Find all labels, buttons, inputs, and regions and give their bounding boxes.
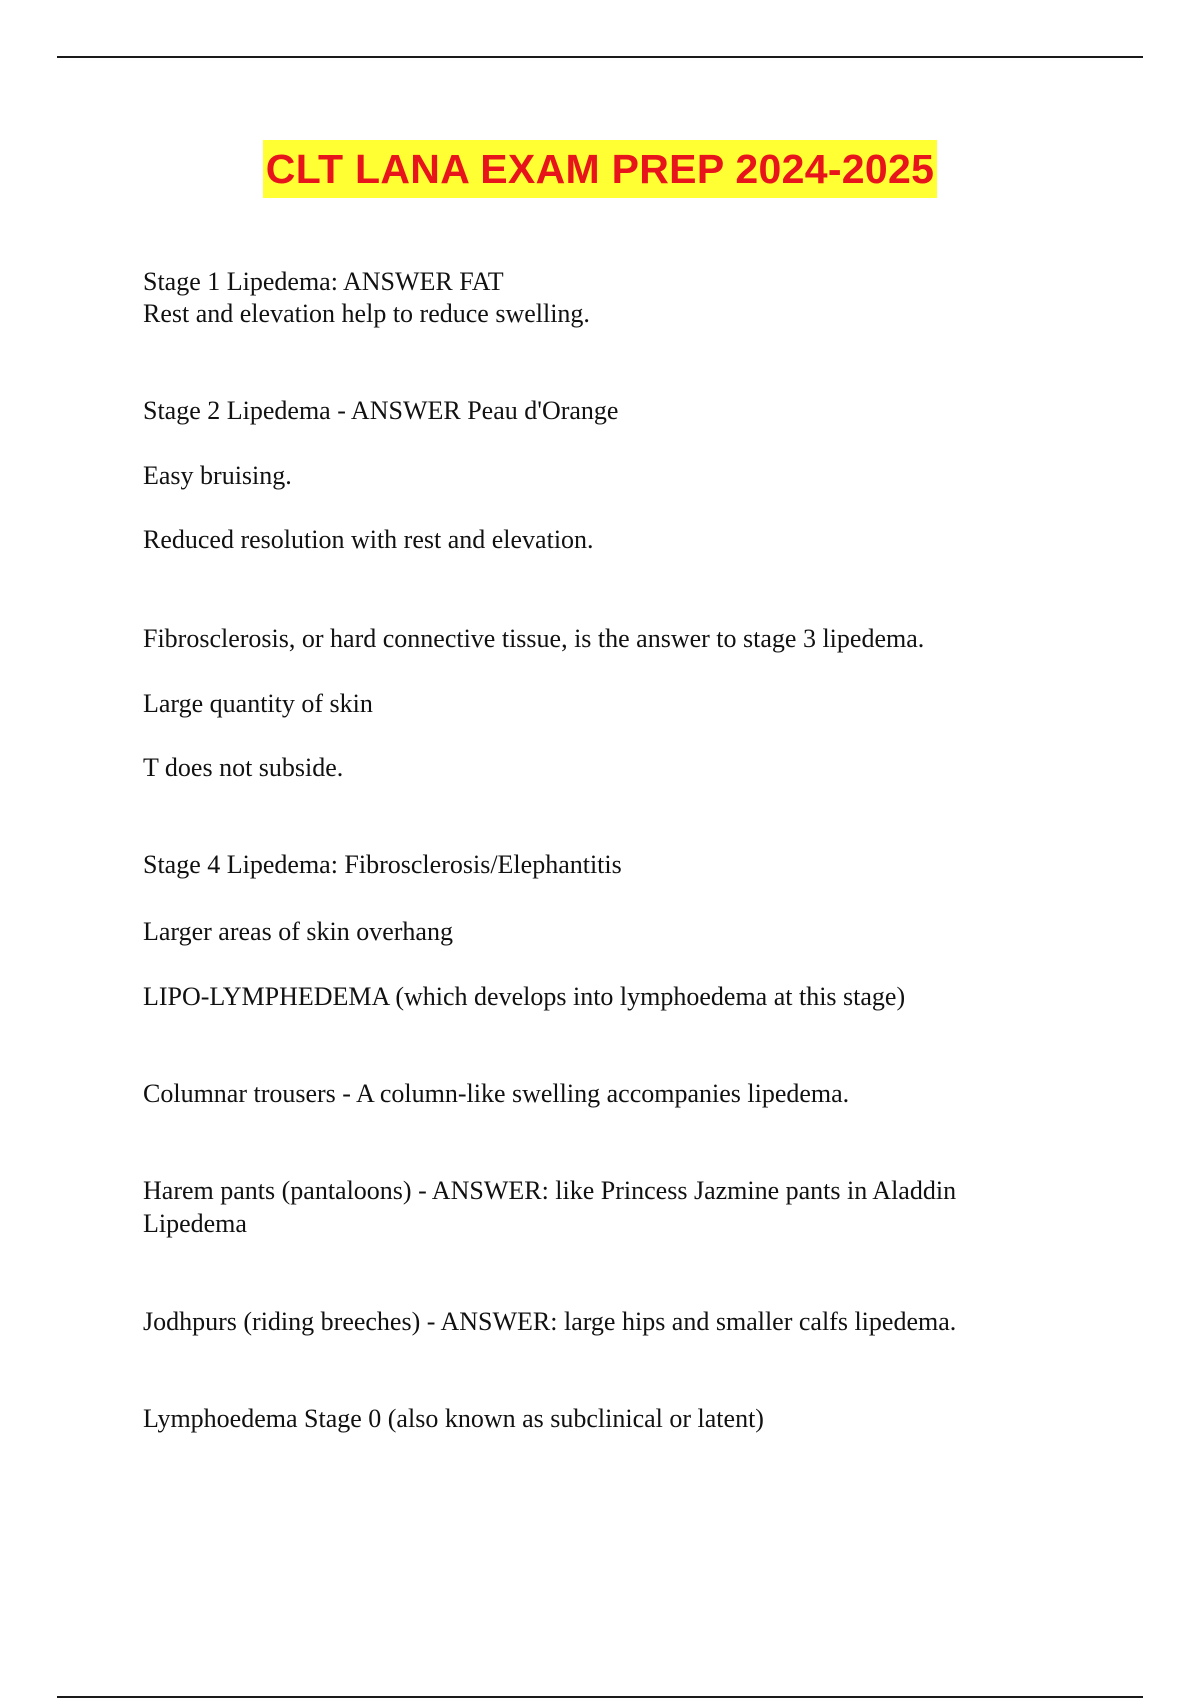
text-line: Large quantity of skin <box>143 689 373 718</box>
bottom-rule <box>57 1696 1143 1698</box>
text-line: T does not subside. <box>143 753 344 782</box>
text-line: Stage 1 Lipedema: ANSWER FAT <box>143 267 504 296</box>
text-line: Fibrosclerosis, or hard connective tissue, is the answer to stage 3 lipedema. <box>143 624 925 653</box>
text-line: Easy bruising. <box>143 461 292 490</box>
top-rule <box>57 56 1143 58</box>
text-line: Larger areas of skin overhang <box>143 917 453 946</box>
text-line: Jodhpurs (riding breeches) - ANSWER: large hips and smaller calfs lipedema. <box>143 1307 957 1336</box>
text-line: Reduced resolution with rest and elevation. <box>143 525 594 554</box>
document-title: CLT LANA EXAM PREP 2024-2025 <box>263 140 937 198</box>
text-line: Lymphoedema Stage 0 (also known as subclinical or latent) <box>143 1404 764 1433</box>
text-line: Columnar trousers - A column-like swelling accompanies lipedema. <box>143 1079 850 1108</box>
text-line: LIPO-LYMPHEDEMA (which develops into lymphoedema at this stage) <box>143 982 906 1011</box>
text-line: Lipedema <box>143 1209 247 1238</box>
text-line: Stage 2 Lipedema - ANSWER Peau d'Orange <box>143 396 619 425</box>
text-line: Stage 4 Lipedema: Fibrosclerosis/Elephantitis <box>143 850 622 879</box>
title-container <box>0 140 1200 198</box>
text-line: Rest and elevation help to reduce swelling. <box>143 299 590 328</box>
text-line: Harem pants (pantaloons) - ANSWER: like Princess Jazmine pants in Aladdin <box>143 1176 957 1205</box>
